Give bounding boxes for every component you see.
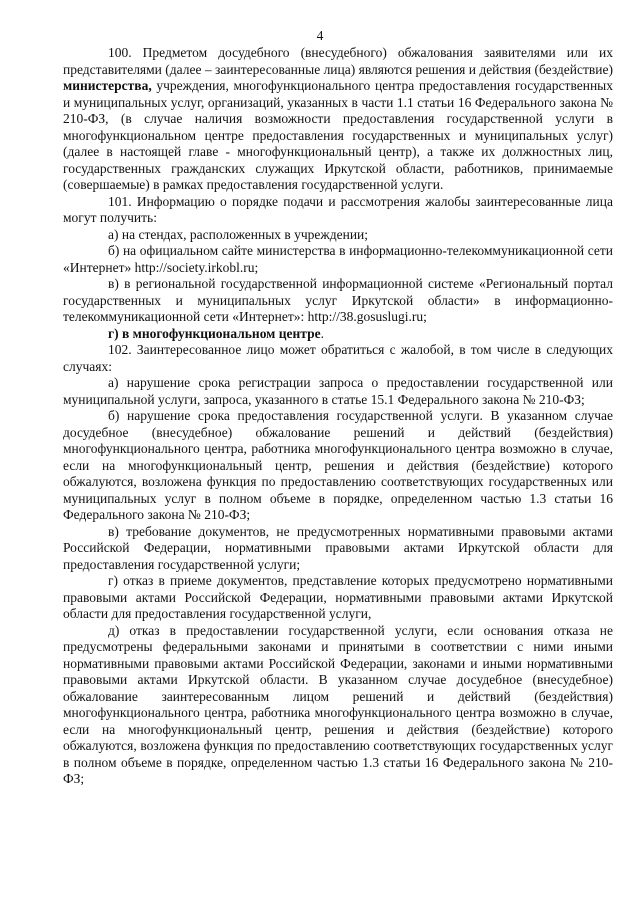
bold-mfc: г) в многофункциональном центре xyxy=(108,325,321,341)
list-item-102a: а) нарушение срока регистрации запроса о предоставлении государственной или муниципальной услуги, запроса, указанного в статье 15.1 Федерального закона № 210-ФЗ; xyxy=(63,375,613,407)
list-item-101d: г) в многофункциональном центре. xyxy=(108,325,324,341)
paragraph-100: 100. Предметом досудебного (внесудебного) обжалования заявителями или их представителями (далее – заинтересованные лица) являются решения и действия (бездействие) министерства, учреждения, многофункционального центра предоставления государственных и муниципальных услуг, организаций, указанных в части 1.1 статьи 16 Федерального закона № 210-ФЗ, (в случае наличия возможности предоставления государственной услуги в многофункциональном центре предоставления государственных и муниципальных услуг) (далее в настоящей главе - многофункциональный центр), а также их должностных лиц, государственных гражданских служащих Иркутской области, работников, принимаемые (совершаемые) в рамках предоставления государственной услуги. xyxy=(63,45,613,192)
list-item-102b: б) нарушение срока предоставления государственной услуги. В указанном случае досудебное (внесудебное) обжалование решений и действий (бездействия) многофункционального центра, работника многофункционального центра возможно в случае, если на многофункциональный центр, решения и действия (бездействие) которого обжалуются, возложена функция по предоставлению соответствующих государственных или муниципальных услуг в полном объеме в порядке, определенном частью 1.3 статьи 16 Федерального закона № 210-ФЗ; xyxy=(63,408,613,522)
list-item-101a: а) на стендах, расположенных в учреждении; xyxy=(108,226,369,242)
bold-ministry: министерства, xyxy=(63,78,152,93)
list-item-102v: в) требование документов, не предусмотренных нормативными правовыми актами Российской Федерации, нормативными правовыми актами Иркутской области для предоставления государственной услуги; xyxy=(63,523,613,572)
list-item-102g: г) отказ в приеме документов, представление которых предусмотрено нормативными правовыми актами Российской Федерации, нормативными правовыми актами Иркутской области для предоставления государственной услуги, xyxy=(63,573,613,621)
paragraph-102: 102. Заинтересованное лицо может обратиться с жалобой, в том числе в следующих случаях: xyxy=(63,342,613,374)
list-item-101b: б) на официальном сайте министерства в информационно-телекоммуникационной сети «Интернет» http://society.irkobl.ru; xyxy=(63,243,613,275)
list-item-102d: д) отказ в предоставлении государственной услуги, если основания отказа не предусмотрены федеральными законами и принятыми в соответствии с ними иными нормативными правовыми актами Российской Федерации, законами и иными нормативными правовыми актами Иркутской области. В указанном случае досудебное (внесудебное) обжалование заинтересованным лицом решений и действий (бездействия) многофункционального центра, работника многофункционального центра возможно в случае, если на многофункциональный центр, решения и действия (бездействие) которого обжалуются, возложена функция по предоставлению соответствующих государственных услуг в полном объеме в порядке, определенном частью 1.3 статьи 16 Федерального закона № 210-ФЗ; xyxy=(63,622,613,786)
paragraph-101: 101. Информацию о порядке подачи и рассмотрения жалобы заинтересованные лица могут получить: xyxy=(63,193,613,225)
list-item-101c: в) в региональной государственной информационной системе «Региональный портал государственных и муниципальных услуг Иркутской области» в информационно-телекоммуникационной сети «Интернет»: http://38.gosuslugi.ru; xyxy=(63,276,613,324)
document-body xyxy=(63,45,613,788)
page-number: 4 xyxy=(316,28,324,43)
